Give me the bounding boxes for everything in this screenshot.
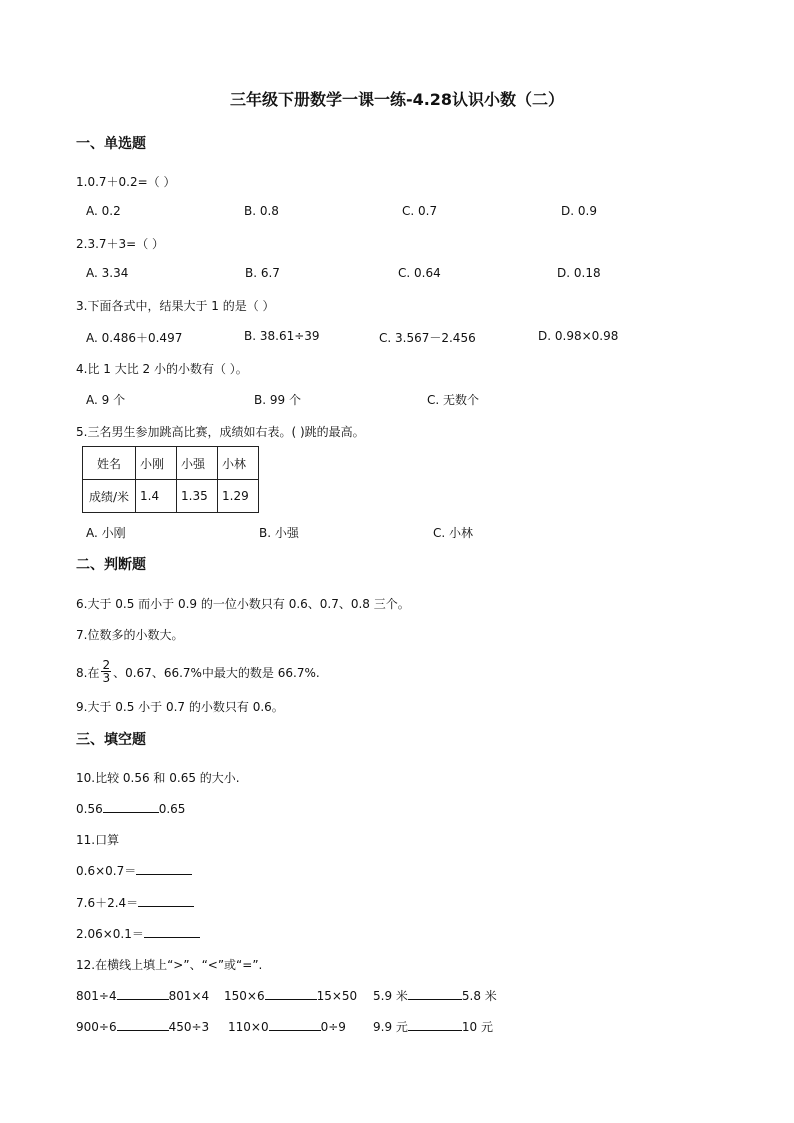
answer-blank[interactable] [408, 1018, 462, 1031]
question-11-expr-1 [76, 862, 192, 879]
question-1-option-a: A. 0.2 [86, 204, 121, 218]
table-header-cell: 小强 [177, 447, 218, 480]
question-4-option-b: B. 99 个 [254, 393, 301, 407]
question-11-expr-3 [76, 925, 200, 942]
question-1-option-d: D. 0.9 [561, 204, 597, 218]
question-9: 9.大于 0.5 小于 0.7 的小数只有 0.6。 [76, 700, 284, 714]
question-4-stem: 4.比 1 大比 2 小的小数有（ ）。 [76, 362, 248, 376]
question-8 [76, 658, 320, 686]
answer-blank[interactable] [117, 987, 169, 1000]
table-cell: 1.4 [136, 480, 177, 513]
compare-right-value: 0.65 [158, 802, 186, 816]
table-row [83, 447, 259, 480]
fraction-denominator: 3 [102, 671, 111, 685]
expression: 0÷9 [320, 1020, 346, 1034]
question-1-option-b: B. 0.8 [244, 204, 279, 218]
expression: 10 元 [461, 1020, 493, 1034]
answer-blank[interactable] [269, 1018, 321, 1031]
expression: 900÷6 [76, 1020, 117, 1034]
answer-blank[interactable] [136, 862, 192, 875]
expression: 9.9 元 [373, 1020, 408, 1034]
question-3-option-b: B. 38.61÷39 [244, 329, 320, 343]
question-3-stem: 3.下面各式中，结果大于 1 的是（ ） [76, 299, 275, 313]
expression: 450÷3 [168, 1020, 210, 1034]
expression: 801÷4 [76, 989, 117, 1003]
table-header-cell: 姓名 [83, 447, 136, 480]
table-header-cell: 小林 [218, 447, 259, 480]
question-2-option-d: D. 0.18 [557, 266, 601, 280]
table-cell: 1.29 [218, 480, 259, 513]
question-8-suffix: 、0.67、66.7%中最大的数是 66.7%. [113, 666, 320, 680]
question-2-option-a: A. 3.34 [86, 266, 129, 280]
section-fill: 三、填空题 [76, 732, 146, 748]
question-12-stem: 12.在横线上填上“>”、“<”或“=”. [76, 958, 263, 972]
section-single-choice: 一、单选题 [76, 136, 146, 152]
question-2-option-b: B. 6.7 [245, 266, 280, 280]
table-header-cell: 小刚 [136, 447, 177, 480]
question-12-row-2-group-2 [228, 1018, 346, 1034]
question-10-stem: 10.比较 0.56 和 0.65 的大小. [76, 771, 240, 785]
question-11-stem: 11.口算 [76, 833, 120, 847]
question-12-row-1-group-1 [76, 987, 209, 1003]
section-judge: 二、判断题 [76, 557, 146, 573]
answer-blank[interactable] [138, 894, 194, 907]
question-4-option-a: A. 9 个 [86, 393, 126, 407]
expression: 801×4 [168, 989, 210, 1003]
answer-blank[interactable] [408, 987, 462, 1000]
question-8-prefix: 8.在 [76, 666, 100, 680]
question-5-option-b: B. 小强 [259, 526, 299, 540]
question-3-option-a: A. 0.486＋0.497 [86, 331, 183, 345]
document-title: 三年级下册数学一课一练-4.28认识小数（二） [229, 90, 565, 109]
table-row [83, 480, 259, 513]
expression: 150×6 [224, 989, 265, 1003]
expression: 5.9 米 [373, 989, 408, 1003]
question-12-row-2-group-1 [76, 1018, 209, 1034]
expression: 0.6×0.7＝ [76, 864, 137, 878]
question-11-expr-2 [76, 894, 194, 911]
question-7: 7.位数多的小数大。 [76, 628, 184, 642]
compare-left-value: 0.56 [76, 802, 103, 816]
fraction-numerator: 2 [102, 658, 111, 672]
answer-blank[interactable] [117, 1018, 169, 1031]
question-6: 6.大于 0.5 而小于 0.9 的一位小数只有 0.6、0.7、0.8 三个。 [76, 597, 410, 611]
expression: 15×50 [316, 989, 358, 1003]
table-cell: 成绩/米 [83, 480, 136, 513]
expression: 5.8 米 [461, 989, 497, 1003]
question-2-stem: 2.3.7＋3=（ ） [76, 237, 165, 251]
score-table [82, 446, 259, 513]
question-12-row-1-group-3 [373, 987, 497, 1004]
question-3-option-c: C. 3.567－2.456 [379, 331, 476, 345]
expression: 7.6＋2.4＝ [76, 896, 139, 910]
answer-blank[interactable] [144, 925, 200, 938]
question-1-option-c: C. 0.7 [402, 204, 438, 218]
question-1-stem: 1.0.7＋0.2=（ ） [76, 175, 176, 189]
question-5-stem: 5.三名男生参加跳高比赛，成绩如右表。( )跳的最高。 [76, 425, 365, 439]
question-3-option-d: D. 0.98×0.98 [538, 329, 619, 343]
table-cell: 1.35 [177, 480, 218, 513]
expression: 2.06×0.1＝ [76, 927, 144, 941]
question-5-option-c: C. 小林 [433, 526, 474, 540]
expression: 110×0 [228, 1020, 269, 1034]
answer-blank[interactable] [265, 987, 317, 1000]
answer-blank[interactable] [103, 800, 159, 813]
question-12-row-1-group-2 [224, 987, 357, 1003]
question-5-option-a: A. 小刚 [86, 526, 126, 540]
question-12-row-2-group-3 [373, 1018, 493, 1035]
fraction [101, 659, 111, 684]
question-10-compare [76, 800, 185, 816]
question-2-option-c: C. 0.64 [398, 266, 441, 280]
question-4-option-c: C. 无数个 [427, 393, 480, 407]
